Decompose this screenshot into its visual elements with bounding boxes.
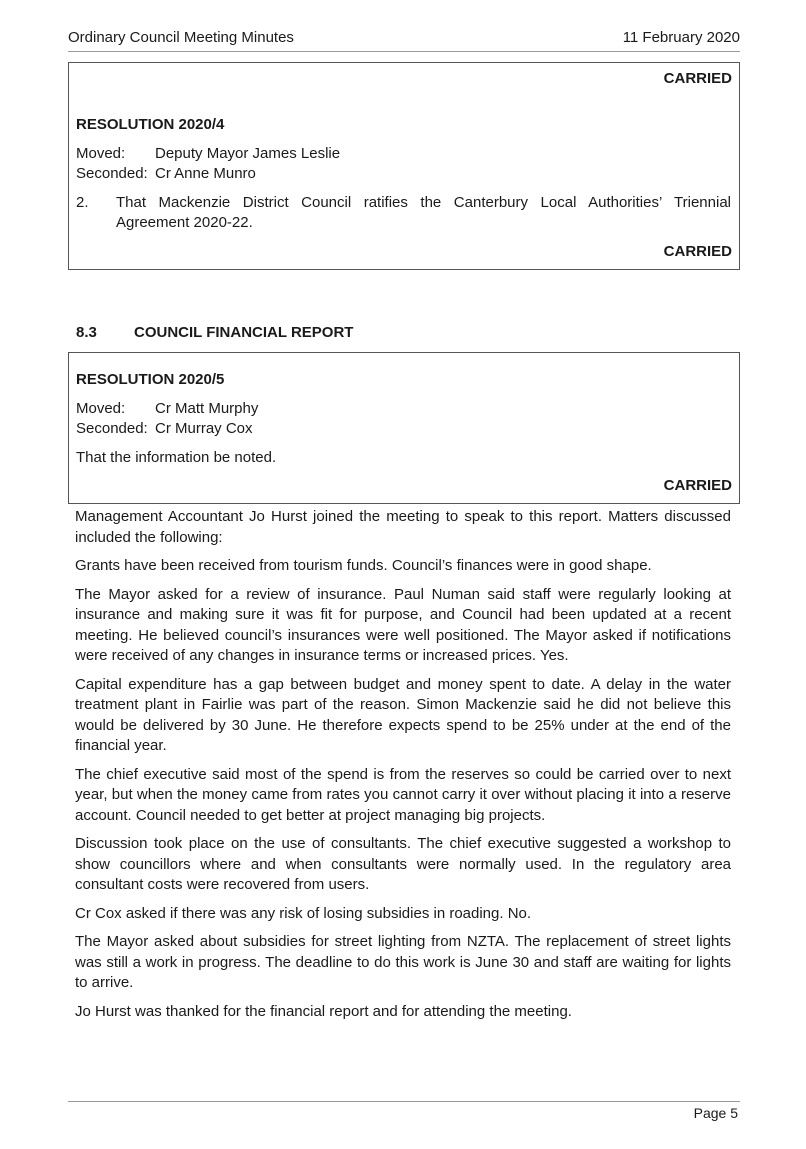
paragraph: Jo Hurst was thanked for the financial report and for attending the meeting. [75,1002,572,1020]
discussion-body [75,507,731,1030]
page-number: Page 5 [693,1105,738,1121]
resolution-number: RESOLUTION 2020/5 [76,371,225,388]
paragraph: Grants have been received from tourism funds. Council’s finances were in good shape. [75,557,652,574]
section-number: 8.3 [76,324,97,341]
item-number: 2. [76,194,89,211]
motion-text: That the information be noted. [76,449,277,466]
section-title: COUNCIL FINANCIAL REPORT [134,324,354,341]
seconded-label: Seconded: [76,165,148,182]
moved-label: Moved: [76,145,126,162]
moved-value: Cr Matt Murphy [155,400,259,417]
item-text: That Mackenzie District Council ratifies the Canterbury Local Authorities’ Triennial Agreement 2020-22. [116,194,731,231]
paragraph: Discussion took place on the use of consultants. The chief executive suggested a workshop to show councillors where and when consultants were normally used. In the regulatory area consultant costs were recovered from users. [75,835,731,893]
document-date: 11 February 2020 [622,29,740,46]
resolution-box-2020-5 [68,352,740,504]
moved-value: Deputy Mayor James Leslie [155,145,341,162]
seconded-value: Cr Murray Cox [155,420,253,437]
footer-divider [68,1101,740,1102]
paragraph: The Mayor asked for a review of insurance. Paul Numan said staff were regularly looking at insurance and making sure it was fit for purpose, and Council had been updated at a recent meeting. He believed council’s insurances were well positioned. The Mayor asked if notifications were received of any changes in insurance terms or increased prices. Yes. [75,585,731,664]
paragraph: Capital expenditure has a gap between budget and money spent to date. A delay in the water treatment plant in Fairlie was part of the reason. Simon Mackenzie said he did not believe this would be delivered by 30 June. He therefore expects spend to be 25% under at the end of the financial year. [75,675,731,754]
carried-label-bottom: CARRIED [663,243,732,260]
page-header [68,28,740,48]
header-divider [68,51,740,52]
seconded-label: Seconded: [76,420,148,437]
paragraph: Cr Cox asked if there was any risk of losing subsidies in roading. No. [75,904,532,922]
document-title: Ordinary Council Meeting Minutes [68,29,294,46]
paragraph: The Mayor asked about subsidies for street lighting from NZTA. The replacement of street lights was still a work in progress. The deadline to do this work is June 30 and staff are waiting for lights to arrive. [75,933,731,991]
moved-label: Moved: [76,400,126,417]
carried-label: CARRIED [663,477,732,494]
carried-label-top: CARRIED [663,70,732,87]
paragraph: Management Accountant Jo Hurst joined the meeting to speak to this report. Matters discussed included the following: [75,508,731,546]
paragraph: The chief executive said most of the spend is from the reserves so could be carried over to next year, but when the money came from rates you cannot carry it over without placing it into a reserve account. Council needed to get better at project managing big projects. [75,765,731,824]
resolution-box-2020-4 [68,62,740,270]
resolution-number: RESOLUTION 2020/4 [76,116,225,133]
seconded-value: Cr Anne Munro [155,165,256,182]
